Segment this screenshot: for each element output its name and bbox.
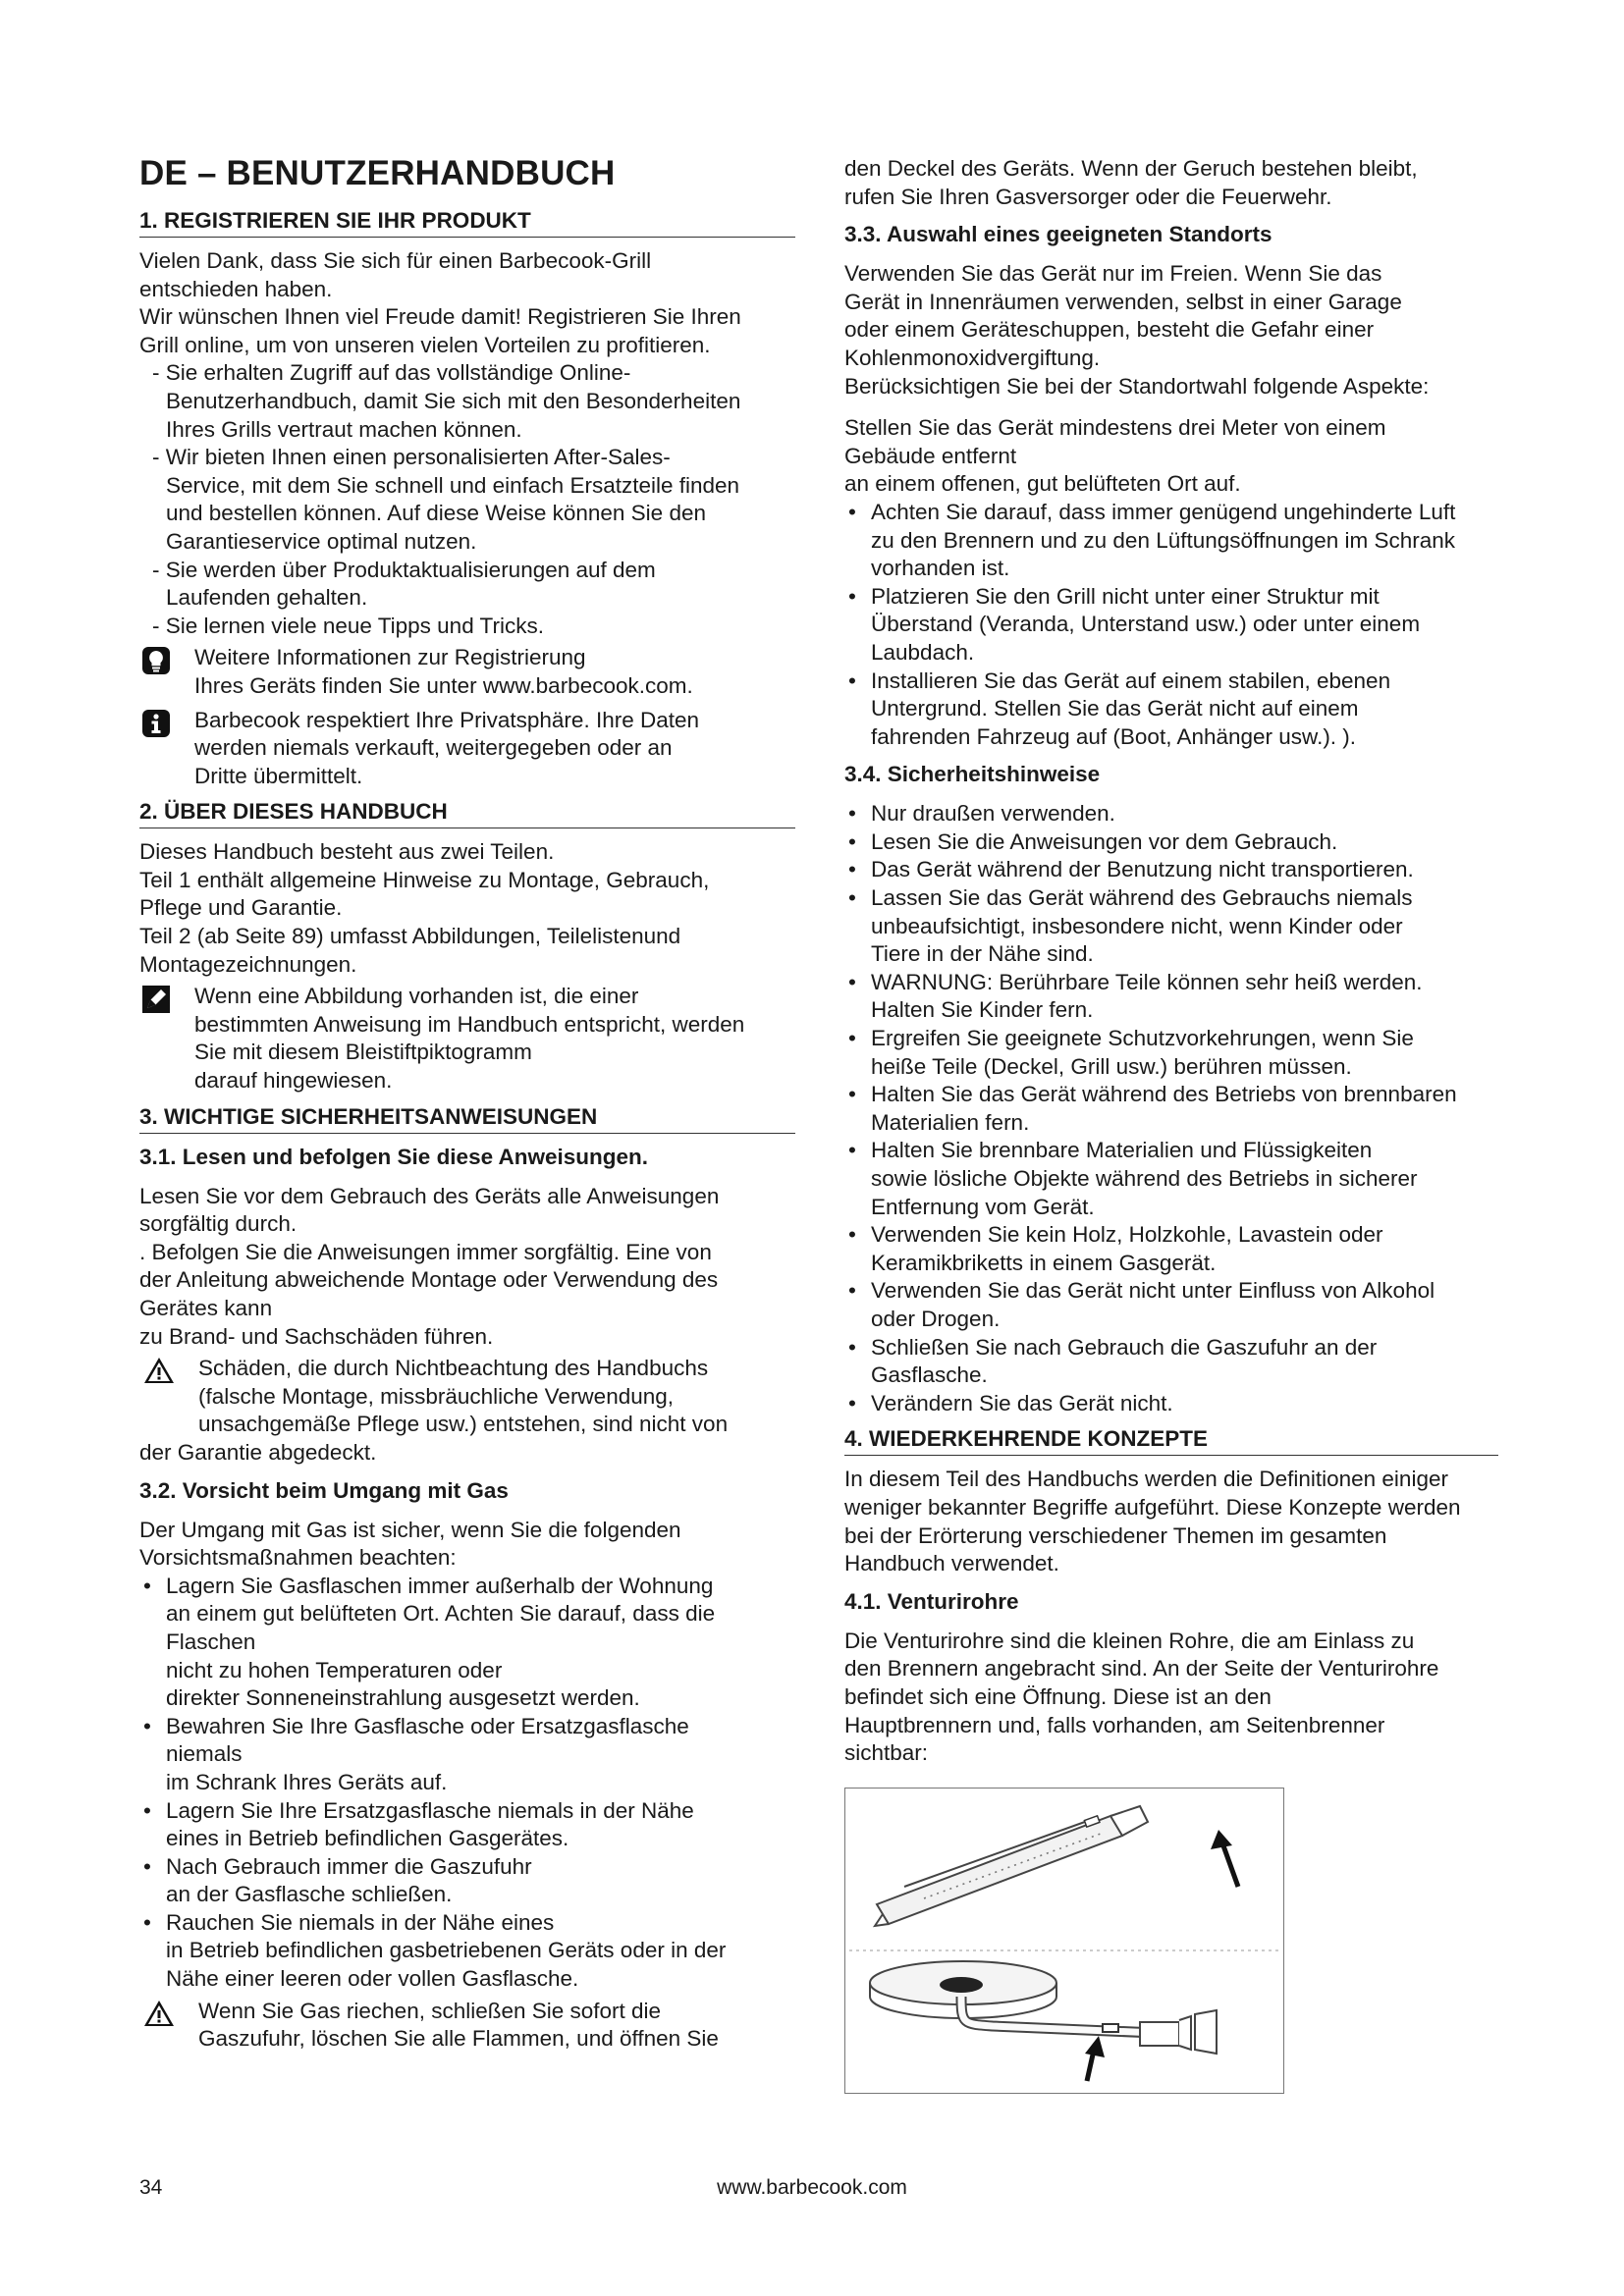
bullet-cont: nicht zu hohen Temperaturen oder bbox=[166, 1657, 503, 1682]
bullet-item: • Nach Gebrauch immer die Gaszufuhr bbox=[139, 1853, 795, 1882]
bullet-item: • Halten Sie das Gerät während des Betriebs von brennbaren bbox=[844, 1081, 1498, 1109]
text-line: Pflege und Garantie. bbox=[139, 895, 343, 921]
section-4-1-heading: 4.1. Venturirohre bbox=[844, 1588, 1019, 1614]
bullet-item: • Verändern Sie das Gerät nicht. bbox=[844, 1390, 1498, 1418]
bullet-cont: sowie lösliche Objekte während des Betriebs in sicherer bbox=[871, 1166, 1418, 1191]
bullet-item: • Lesen Sie die Anweisungen vor dem Gebrauch. bbox=[844, 828, 1498, 857]
bullet-item: • Ergreifen Sie geeignete Schutzvorkehrungen, wenn Sie bbox=[844, 1025, 1498, 1053]
warning-line: Gaszufuhr, löschen Sie alle Flammen, und öffnen Sie bbox=[198, 2026, 719, 2052]
section-3-3-heading: 3.3. Auswahl eines geeigneten Standorts bbox=[844, 222, 1272, 247]
text-line: sorgfältig durch. bbox=[139, 1211, 298, 1237]
text-line: den Brennern angebracht sind. An der Seite der Venturirohre bbox=[844, 1656, 1439, 1682]
text-line: Stellen Sie das Gerät mindestens drei Meter von einem bbox=[844, 415, 1386, 441]
text-line: zu Brand- und Sachschäden führen. bbox=[139, 1323, 494, 1349]
bullet-cont: Tiere in der Nähe sind. bbox=[871, 941, 1094, 967]
bullet-cont: Flaschen bbox=[166, 1629, 256, 1654]
left-column bbox=[139, 147, 795, 2059]
text-line: oder einem Geräteschuppen, besteht die Gefahr einer bbox=[844, 317, 1375, 343]
venturi-illustration bbox=[845, 1789, 1283, 2093]
location-list bbox=[844, 499, 1498, 751]
bullet-item: • Lagern Sie Gasflaschen immer außerhalb der Wohnung bbox=[139, 1573, 795, 1601]
tip-line: Ihres Geräts finden Sie unter www.barbecook.com. bbox=[194, 672, 693, 698]
bullet-cont: Entfernung vom Gerät. bbox=[871, 1194, 1095, 1219]
bullet-item: • Nur draußen verwenden. bbox=[844, 800, 1498, 828]
warning-line: der Garantie abgedeckt. bbox=[139, 1439, 377, 1465]
text-line: Berücksichtigen Sie bei der Standortwahl folgende Aspekte: bbox=[844, 373, 1430, 399]
warning-icon bbox=[143, 1357, 175, 1384]
dash-item: - Wir bieten Ihnen einen personalisierten After-Sales- bbox=[152, 445, 671, 470]
text-line: Lesen Sie vor dem Gebrauch des Geräts alle Anweisungen bbox=[139, 1183, 720, 1208]
section-1-heading: 1. REGISTRIEREN SIE IHR PRODUKT bbox=[139, 207, 795, 238]
bullet-cont: Keramikbriketts in einem Gasgerät. bbox=[871, 1250, 1217, 1275]
pencil-line: darauf hingewiesen. bbox=[194, 1068, 393, 1094]
bullet-cont: im Schrank Ihres Geräts auf. bbox=[166, 1769, 448, 1794]
bullet-item: • Platzieren Sie den Grill nicht unter einer Struktur mit bbox=[844, 583, 1498, 612]
gas-safety-list bbox=[139, 1573, 795, 1994]
text-line: Dieses Handbuch besteht aus zwei Teilen. bbox=[139, 839, 555, 865]
bullet-cont: zu den Brennern und zu den Lüftungsöffnungen im Schrank bbox=[871, 527, 1456, 553]
warning-line: den Deckel des Geräts. Wenn der Geruch bestehen bleibt, bbox=[844, 156, 1418, 181]
benefits-list bbox=[139, 359, 795, 640]
bullet-cont: unbeaufsichtigt, insbesondere nicht, wenn Kinder oder bbox=[871, 913, 1403, 938]
bullet-item: • Lagern Sie Ihre Ersatzgasflasche niemals in der Nähe bbox=[139, 1797, 795, 1826]
document-title: DE – BENUTZERHANDBUCH bbox=[139, 154, 616, 192]
text-line: Die Venturirohre sind die kleinen Rohre, die am Einlass zu bbox=[844, 1628, 1415, 1653]
gas-smell-warning bbox=[139, 1998, 795, 2054]
text-line: bei der Erörterung verschiedener Themen im gesamten bbox=[844, 1522, 1387, 1548]
bullet-item: • Verwenden Sie das Gerät nicht unter Einfluss von Alkohol bbox=[844, 1277, 1498, 1306]
lightbulb-icon bbox=[141, 646, 171, 675]
dash-item: - Sie lernen viele neue Tipps und Tricks. bbox=[152, 613, 544, 638]
tip-line: Weitere Informationen zur Registrierung bbox=[194, 645, 586, 670]
bullet-cont: Materialien fern. bbox=[871, 1109, 1030, 1135]
warranty-warning bbox=[139, 1355, 795, 1467]
text-line: . Befolgen Sie die Anweisungen immer sorgfältig. Eine von bbox=[139, 1239, 712, 1264]
dash-item: - Sie werden über Produktaktualisierungen auf dem bbox=[152, 557, 656, 582]
dash-item-cont: Benutzerhandbuch, damit Sie sich mit den Besonderheiten bbox=[166, 388, 741, 413]
warning-line: (falsche Montage, missbräuchliche Verwendung, bbox=[198, 1383, 675, 1409]
text-line: Montagezeichnungen. bbox=[139, 951, 357, 977]
section-3-1-heading: 3.1. Lesen und befolgen Sie diese Anweisungen. bbox=[139, 1144, 649, 1169]
dash-item-cont: Ihres Grills vertraut machen können. bbox=[166, 416, 522, 442]
text-line: Vorsichtsmaßnahmen beachten: bbox=[139, 1545, 457, 1571]
bullet-cont: heiße Teile (Deckel, Grill usw.) berühren müssen. bbox=[871, 1053, 1352, 1079]
bullet-cont: Gasflasche. bbox=[871, 1362, 988, 1388]
warning-line: rufen Sie Ihren Gasversorger oder die Feuerwehr. bbox=[844, 184, 1332, 209]
dash-item-cont: Service, mit dem Sie schnell und einfach Ersatzteile finden bbox=[166, 472, 740, 498]
warning-line: Wenn Sie Gas riechen, schließen Sie sofort die bbox=[198, 1998, 662, 2023]
bullet-item: • Installieren Sie das Gerät auf einem stabilen, ebenen bbox=[844, 667, 1498, 696]
dash-item-cont: Garantieservice optimal nutzen. bbox=[166, 528, 477, 554]
bullet-cont: an einem gut belüfteten Ort. Achten Sie darauf, dass die bbox=[166, 1601, 716, 1627]
bullet-item: • Lassen Sie das Gerät während des Gebrauchs niemals bbox=[844, 884, 1498, 913]
dash-item-cont: und bestellen können. Auf diese Weise können Sie den bbox=[166, 501, 706, 526]
bullet-cont: fahrenden Fahrzeug auf (Boot, Anhänger usw.). ). bbox=[871, 723, 1357, 749]
text-line: Hauptbrennern und, falls vorhanden, am Seitenbrenner bbox=[844, 1712, 1385, 1737]
text-line: Kohlenmonoxidvergiftung. bbox=[844, 345, 1101, 370]
footer-url: www.barbecook.com bbox=[717, 2176, 907, 2199]
text-line: Gebäude entfernt bbox=[844, 443, 1017, 468]
text-line: Handbuch verwendet. bbox=[844, 1551, 1059, 1576]
spacer bbox=[844, 400, 1498, 414]
bullet-item: • Schließen Sie nach Gebrauch die Gaszufuhr an der bbox=[844, 1334, 1498, 1362]
pencil-icon bbox=[141, 985, 171, 1014]
bullet-cont: Nähe einer leeren oder vollen Gasflasche. bbox=[166, 1966, 579, 1992]
dash-item-cont: Laufenden gehalten. bbox=[166, 585, 368, 611]
bullet-item: • Bewahren Sie Ihre Gasflasche oder Ersatzgasflasche bbox=[139, 1713, 795, 1741]
bullet-item: • Halten Sie brennbare Materialien und Flüssigkeiten bbox=[844, 1137, 1498, 1165]
text-line: Wir wünschen Ihnen viel Freude damit! Registrieren Sie Ihren bbox=[139, 304, 741, 330]
section-3-2-heading: 3.2. Vorsicht beim Umgang mit Gas bbox=[139, 1477, 509, 1503]
info-line: werden niemals verkauft, weitergegeben oder an bbox=[194, 735, 673, 761]
bullet-item: • WARNUNG: Berührbare Teile können sehr heiß werden. bbox=[844, 969, 1498, 997]
bullet-item: • Achten Sie darauf, dass immer genügend ungehinderte Luft bbox=[844, 499, 1498, 527]
text-line: Teil 2 (ab Seite 89) umfasst Abbildungen, Teilelistenund bbox=[139, 924, 681, 949]
text-line: Gerät in Innenräumen verwenden, selbst in einer Garage bbox=[844, 289, 1402, 314]
pencil-line: Sie mit diesem Bleistiftpiktogramm bbox=[194, 1040, 532, 1065]
text-line: Vielen Dank, dass Sie sich für einen Barbecook-Grill bbox=[139, 248, 652, 273]
text-line: befindet sich eine Öffnung. Diese ist an den bbox=[844, 1683, 1272, 1709]
dash-item: - Sie erhalten Zugriff auf das vollständige Online- bbox=[152, 360, 631, 386]
text-line: Teil 1 enthält allgemeine Hinweise zu Montage, Gebrauch, bbox=[139, 867, 710, 892]
right-column bbox=[844, 155, 1498, 2094]
section-3-heading: 3. WICHTIGE SICHERHEITSANWEISUNGEN bbox=[139, 1103, 795, 1134]
section-2-heading: 2. ÜBER DIESES HANDBUCH bbox=[139, 798, 795, 828]
text-line: der Anleitung abweichende Montage oder Verwendung des bbox=[139, 1267, 719, 1293]
bullet-cont: in Betrieb befindlichen gasbetriebenen Geräts oder in der bbox=[166, 1938, 727, 1963]
bullet-cont: direkter Sonneneinstrahlung ausgesetzt werden. bbox=[166, 1685, 640, 1711]
text-line: Der Umgang mit Gas ist sicher, wenn Sie die folgenden bbox=[139, 1517, 681, 1542]
section-3-4-heading: 3.4. Sicherheitshinweise bbox=[844, 762, 1101, 787]
privacy-info bbox=[139, 707, 795, 791]
text-line: In diesem Teil des Handbuchs werden die Definitionen einiger bbox=[844, 1467, 1448, 1492]
text-line: sichtbar: bbox=[844, 1740, 929, 1766]
bullet-cont: eines in Betrieb befindlichen Gasgerätes. bbox=[166, 1826, 569, 1851]
text-line: Gerätes kann bbox=[139, 1296, 273, 1320]
pencil-line: Wenn eine Abbildung vorhanden ist, die einer bbox=[194, 984, 639, 1009]
bullet-cont: Halten Sie Kinder fern. bbox=[871, 997, 1094, 1023]
bullet-cont: Untergrund. Stellen Sie das Gerät nicht auf einem bbox=[871, 696, 1359, 721]
warning-icon bbox=[143, 2000, 175, 2027]
bullet-cont: oder Drogen. bbox=[871, 1306, 1001, 1331]
text-line: weniger bekannter Begriffe aufgeführt. Diese Konzepte werden bbox=[844, 1494, 1461, 1520]
info-icon bbox=[141, 709, 171, 738]
bullet-cont: Laubdach. bbox=[871, 639, 975, 665]
warning-line: Schäden, die durch Nichtbeachtung des Handbuchs bbox=[198, 1356, 709, 1381]
bullet-cont: Überstand (Veranda, Unterstand usw.) oder unter einem bbox=[871, 612, 1421, 637]
text-line: Verwenden Sie das Gerät nur im Freien. Wenn Sie das bbox=[844, 261, 1382, 287]
text-line: Grill online, um von unseren vielen Vorteilen zu profitieren. bbox=[139, 332, 711, 357]
pencil-note bbox=[139, 983, 795, 1095]
safety-list bbox=[844, 800, 1498, 1417]
text-line: entschieden haben. bbox=[139, 276, 333, 301]
pencil-line: bestimmten Anweisung im Handbuch entspricht, werden bbox=[194, 1011, 745, 1037]
venturi-figure bbox=[844, 1788, 1284, 2094]
bullet-cont: vorhanden ist. bbox=[871, 556, 1010, 581]
registration-tip bbox=[139, 644, 795, 700]
section-4-heading: 4. WIEDERKEHRENDE KONZEPTE bbox=[844, 1425, 1498, 1456]
warning-line: unsachgemäße Pflege usw.) entstehen, sind nicht von bbox=[198, 1412, 729, 1437]
bullet-cont: niemals bbox=[166, 1741, 243, 1767]
info-line: Barbecook respektiert Ihre Privatsphäre. Ihre Daten bbox=[194, 707, 700, 732]
bullet-cont: an der Gasflasche schließen. bbox=[166, 1882, 453, 1907]
bullet-item: • Verwenden Sie kein Holz, Holzkohle, Lavastein oder bbox=[844, 1221, 1498, 1250]
page-number: 34 bbox=[139, 2176, 163, 2199]
bullet-item: • Das Gerät während der Benutzung nicht transportieren. bbox=[844, 856, 1498, 884]
info-line: Dritte übermittelt. bbox=[194, 763, 363, 788]
text-line: an einem offenen, gut belüfteten Ort auf. bbox=[844, 471, 1241, 497]
bullet-item: • Rauchen Sie niemals in der Nähe eines bbox=[139, 1909, 795, 1938]
